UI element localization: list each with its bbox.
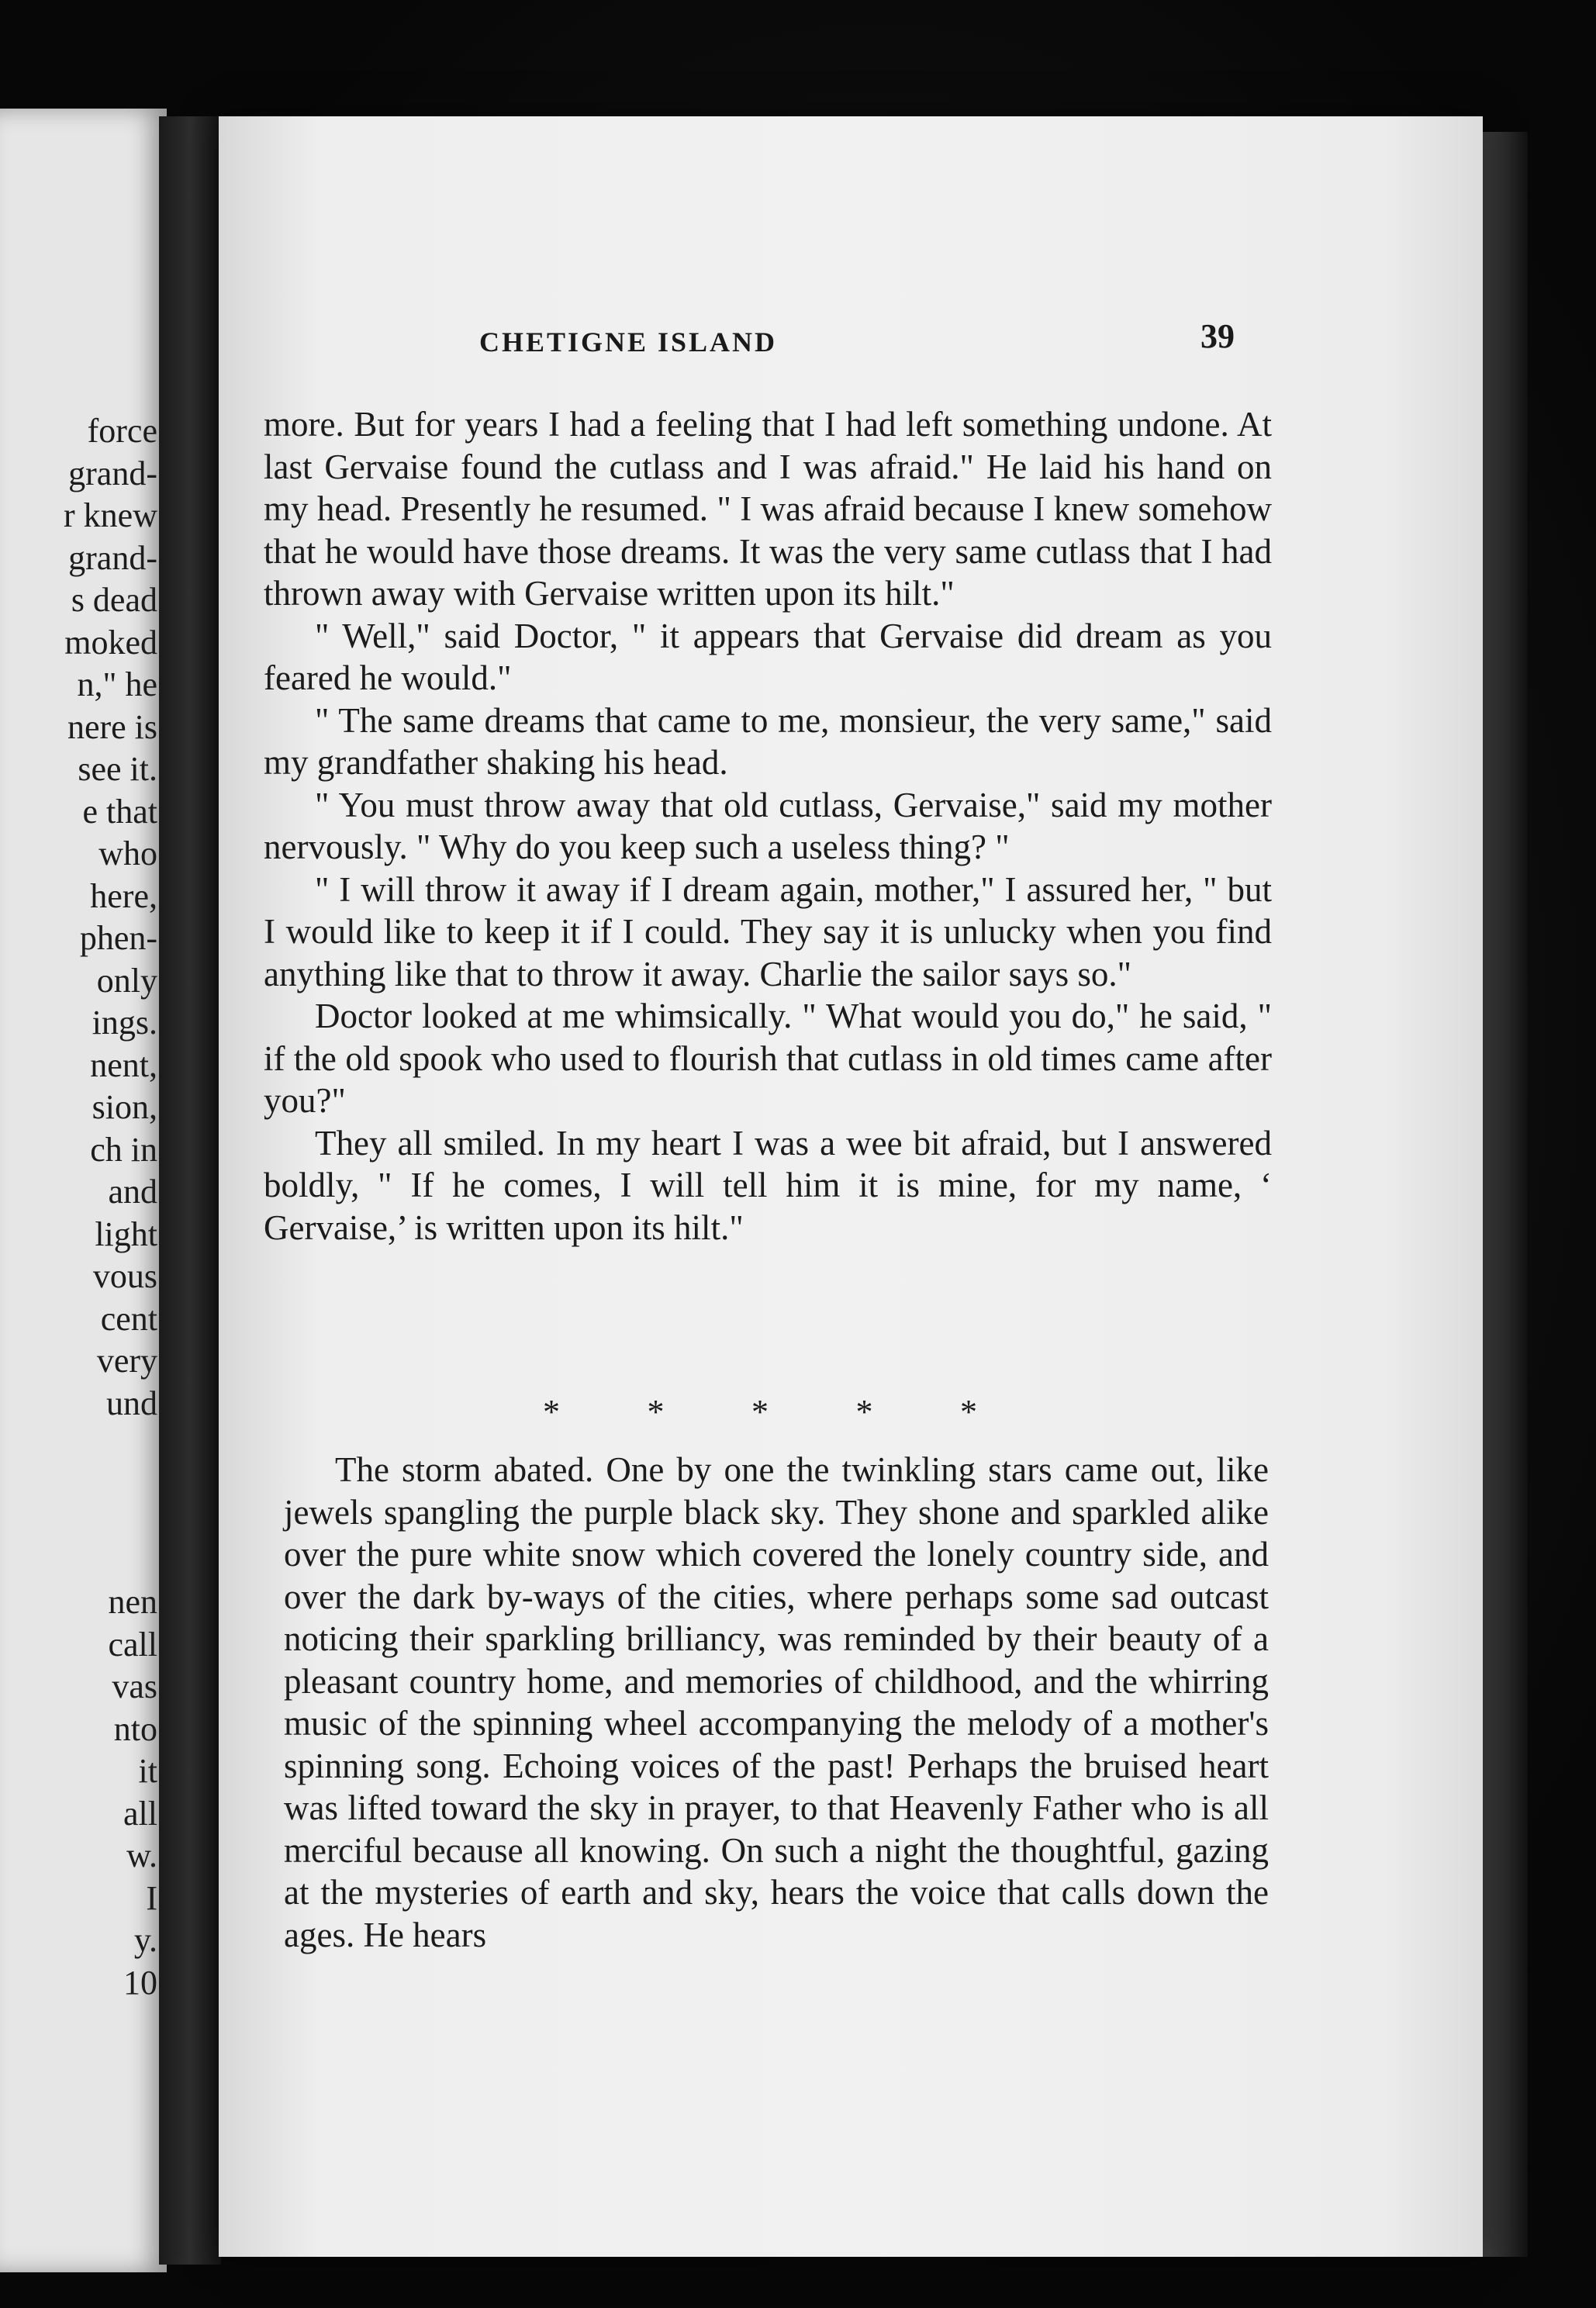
facing-page-line: force <box>87 412 157 450</box>
facing-page-line: w. <box>126 1836 157 1874</box>
section-break <box>543 1392 977 1432</box>
facing-page-line: nto <box>113 1709 157 1748</box>
facing-page-line: here, <box>90 876 157 915</box>
paragraph: more. But for years I had a feeling that I had left something undone. At last Gervaise found the cutlass and I was afraid." He laid his hand on my head. Presently he resumed. " I was afraid because I knew somehow that he would have those dreams. It was the very same cutlass that I had thrown away with Gervaise written upon its hilt." <box>264 405 1272 613</box>
paragraph: They all smiled. In my heart I was a wee bit afraid, but I answered boldly, " If he comes, I will tell him it is mine, for my name, ‘ Gervaise,’ is written upon its hilt." <box>264 1123 1272 1247</box>
facing-page-line: vas <box>112 1667 157 1705</box>
section-break-star: * <box>543 1393 560 1431</box>
facing-page-line: who <box>98 834 157 872</box>
facing-page-line: ings. <box>92 1004 157 1042</box>
facing-page-left <box>0 109 167 2272</box>
facing-page-line: moked <box>64 623 157 662</box>
facing-page-line: s dead <box>71 581 157 619</box>
section-break-star: * <box>751 1393 769 1431</box>
facing-page-line: cent <box>100 1299 157 1338</box>
facing-page-line: nen <box>108 1583 157 1621</box>
section-break-star: * <box>647 1393 665 1431</box>
book-gutter <box>159 116 221 2265</box>
facing-page-line: sion, <box>92 1088 157 1126</box>
section-break-star: * <box>960 1393 977 1431</box>
body-text-bottom <box>284 1449 1269 1956</box>
facing-page-line: grand- <box>68 538 157 577</box>
facing-page-line: n," he <box>77 665 157 703</box>
facing-page-line: y. <box>133 1921 157 1959</box>
facing-page-line: I <box>146 1878 157 1917</box>
facing-page-line: phen- <box>79 919 157 957</box>
facing-page-line: e that <box>82 792 157 831</box>
facing-page-line: und <box>106 1384 157 1422</box>
facing-page-line: all <box>123 1794 157 1833</box>
section-break-star: * <box>855 1393 873 1431</box>
paragraph: " You must throw away that old cutlass, Gervaise," said my mother nervously. " Why do you keep such a useless thing? " <box>264 785 1272 866</box>
facing-page-line: light <box>95 1214 157 1253</box>
facing-page-line: vous <box>92 1257 157 1295</box>
facing-page-line: grand- <box>68 454 157 492</box>
body-text-top <box>264 403 1272 1249</box>
facing-page-line: very <box>96 1342 157 1380</box>
paragraph: Doctor looked at me whimsically. " What would you do," he said, " if the old spook who used to flourish that cutlass in old times came after you?" <box>264 997 1272 1120</box>
running-head: CHETIGNE ISLAND <box>478 327 778 358</box>
facing-page-line: see it. <box>78 750 157 788</box>
paragraph: " The same dreams that came to me, monsieur, the very same," said my grandfather shaking his head. <box>264 700 1272 782</box>
facing-page-line: r knew <box>64 496 157 534</box>
facing-page-line: call <box>108 1625 157 1664</box>
facing-page-line: only <box>96 961 157 1000</box>
paragraph: The storm abated. One by one the twinkling stars came out, like jewels spangling the purple black sky. They shone and sparkled alike over the pure white snow which covered the lonely country side, and over the dark by-ways of the cities, where perhaps some sad outcast noticing their sparkling brilliancy, was reminded by their beauty of a pleasant country home, and memories of childhood, and the whirring music of the spinning wheel accompanying the melody of a mother's spinning song. Echoing voices of the past! Perhaps the bruised heart was lifted toward the sky in prayer, to that Heavenly Father who is all merciful because all knowing. On such a night the thoughtful, gazing at the mysteries of earth and sky, hears the voice that calls down the ages. He hears <box>284 1450 1269 1954</box>
facing-page-line: nere is <box>67 707 157 746</box>
facing-page-line: and <box>108 1173 157 1211</box>
page-number: 39 <box>1200 317 1235 355</box>
facing-page-line: it <box>138 1752 157 1790</box>
paragraph: " I will throw it away if I dream again, mother," I assured her, " but I would like to keep it if I could. They say it is unlucky when you find anything like that to throw it away. Charlie the sailor says so." <box>264 869 1272 993</box>
facing-page-line: 10 <box>123 1963 157 2002</box>
paragraph: " Well," said Doctor, " it appears that Gervaise did dream as you feared he would." <box>264 616 1272 697</box>
facing-page-line: ch in <box>90 1130 157 1169</box>
facing-page-line: nent, <box>90 1045 157 1084</box>
